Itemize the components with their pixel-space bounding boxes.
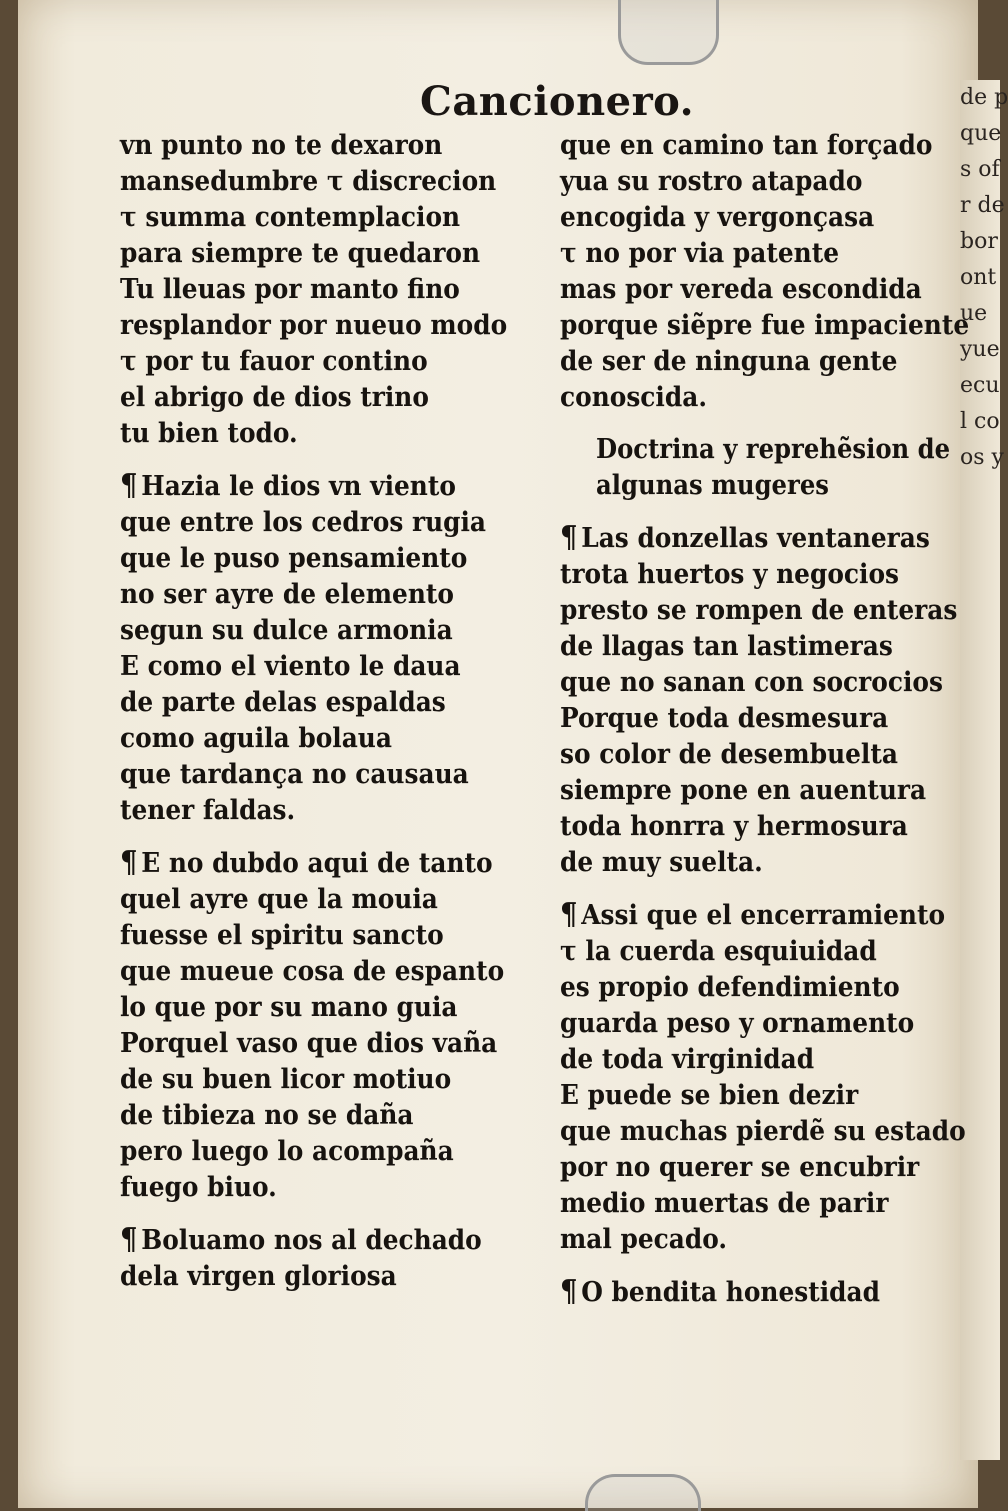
- verse-text: tu bien todo.: [120, 418, 298, 449]
- next-page-fragment: r de: [960, 193, 1005, 218]
- verse-text: que en camino tan forçado: [560, 130, 933, 161]
- verse-text: Porque toda desmesura: [560, 703, 889, 734]
- section-heading: [560, 432, 960, 504]
- next-page-edge: [960, 80, 1008, 1460]
- verse-line: [120, 757, 506, 793]
- verse-text: que tardança no causaua: [120, 759, 469, 790]
- verse-text: que entre los cedros rugia: [120, 507, 487, 538]
- verse-line: [560, 1078, 928, 1114]
- verse-text: siempre pone en auentura: [560, 775, 927, 806]
- verse-line: [120, 882, 506, 918]
- verse-line: [560, 308, 970, 344]
- verse-line: [560, 164, 928, 200]
- verse-text: el abrigo de dios trino: [120, 382, 429, 413]
- verse-line: [120, 1062, 506, 1098]
- verse-text: porque siẽpre fue impaciente: [560, 310, 970, 341]
- verse-line: [120, 308, 506, 344]
- verse-line: [120, 685, 506, 721]
- stanza: [560, 897, 966, 1258]
- verse-line: [120, 613, 506, 649]
- verse-text: de llagas tan lastimeras: [560, 631, 893, 662]
- verse-text: mal pecado.: [560, 1224, 728, 1255]
- verse-line: [560, 1150, 928, 1186]
- verse-line: [120, 954, 506, 990]
- page-clip-bottom: [585, 1474, 701, 1511]
- left-column: [120, 128, 540, 1311]
- verse-line: [120, 990, 506, 1026]
- verse-line: [560, 520, 928, 557]
- verse-text: τ summa contemplacion: [120, 202, 461, 233]
- verse-text: τ la cuerda esquiuidad: [560, 936, 877, 967]
- verse-line: [560, 970, 928, 1006]
- verse-text: Boluamo nos al dechado: [141, 1225, 482, 1256]
- pilcrow-mark: ¶: [120, 845, 138, 880]
- verse-text: Tu lleuas por manto fino: [120, 274, 460, 305]
- verse-line: [560, 773, 928, 809]
- next-page-fragment: yue: [960, 337, 1000, 362]
- verse-text: que muchas pierdẽ su estado: [560, 1116, 966, 1147]
- verse-text: para siempre te quedaron: [120, 238, 481, 269]
- verse-text: so color de desembuelta: [560, 739, 898, 770]
- verse-line: [560, 380, 928, 416]
- stanza: [560, 1274, 960, 1311]
- verse-text: tener faldas.: [120, 795, 296, 826]
- verse-text: que le puso pensamiento: [120, 543, 468, 574]
- verse-line: [120, 200, 506, 236]
- verse-text: toda honrra y hermosura: [560, 811, 908, 842]
- verse-text: encogida y vergonçasa: [560, 202, 875, 233]
- verse-text: E no dubdo aqui de tanto: [141, 848, 493, 879]
- heading-line: algunas mugeres: [596, 470, 829, 501]
- next-page-fragment: que: [960, 121, 1002, 146]
- next-page-fragment: de p: [960, 85, 1008, 110]
- verse-line: [560, 1006, 928, 1042]
- verse-line: [120, 128, 506, 164]
- verse-text: fuesse el spiritu sancto: [120, 920, 444, 951]
- verse-line: [120, 1170, 506, 1206]
- verse-line: [120, 1222, 506, 1259]
- verse-text: de ser de ninguna gente: [560, 346, 898, 377]
- verse-text: pero luego lo acompaña: [120, 1136, 454, 1167]
- verse-text: trota huertos y negocios: [560, 559, 900, 590]
- verse-line: [560, 1114, 966, 1150]
- verse-line: [560, 809, 928, 845]
- verse-line: [120, 577, 506, 613]
- verse-line: [120, 649, 506, 685]
- verse-line: [120, 541, 506, 577]
- verse-text: τ por tu fauor contino: [120, 346, 428, 377]
- verse-line: [560, 629, 928, 665]
- verse-text: E como el viento le daua: [120, 651, 461, 682]
- verse-line: [120, 380, 506, 416]
- verse-text: τ no por via patente: [560, 238, 840, 269]
- verse-text: yua su rostro atapado: [560, 166, 863, 197]
- verse-line: [560, 1274, 928, 1311]
- next-page-fragment: bor: [960, 229, 998, 254]
- verse-line: [560, 272, 928, 308]
- next-page-fragment: ue: [960, 301, 988, 326]
- verse-line: [120, 1026, 506, 1062]
- verse-line: [120, 416, 506, 452]
- stanza: [560, 128, 970, 416]
- verse-text: que mueue cosa de espanto: [120, 956, 505, 987]
- right-column: [560, 128, 970, 1327]
- next-page-fragment: ecu: [960, 373, 1000, 398]
- verse-text: segun su dulce armonia: [120, 615, 453, 646]
- verse-line: [120, 344, 506, 380]
- stanza: [120, 1222, 540, 1295]
- verse-text: no ser ayre de elemento: [120, 579, 454, 610]
- verse-line: [120, 1098, 506, 1134]
- stanza: [120, 845, 540, 1206]
- verse-text: como aguila bolaua: [120, 723, 392, 754]
- verse-text: Las donzellas ventaneras: [581, 523, 930, 554]
- verse-text: por no querer se encubrir: [560, 1152, 920, 1183]
- pilcrow-mark: ¶: [560, 897, 578, 932]
- verse-text: presto se rompen de enteras: [560, 595, 958, 626]
- verse-text: mas por vereda escondida: [560, 274, 922, 305]
- verse-text: quel ayre que la mouia: [120, 884, 438, 915]
- next-page-fragment: l co: [960, 409, 1000, 434]
- verse-text: guarda peso y ornamento: [560, 1008, 915, 1039]
- verse-line: [560, 593, 958, 629]
- verse-text: de muy suelta.: [560, 847, 763, 878]
- verse-text: Hazia le dios vn viento: [141, 471, 456, 502]
- verse-line: [120, 505, 506, 541]
- verse-line: [560, 128, 933, 164]
- verse-text: medio muertas de parir: [560, 1188, 889, 1219]
- verse-line: [560, 845, 928, 881]
- verse-line: [560, 1222, 928, 1258]
- stanza: [120, 468, 540, 829]
- verse-line: [560, 737, 928, 773]
- verse-text: conoscida.: [560, 382, 707, 413]
- verse-text: Porquel vaso que dios vaña: [120, 1028, 498, 1059]
- verse-line: [560, 701, 928, 737]
- verse-text: Assi que el encerramiento: [581, 900, 946, 931]
- verse-line: [120, 721, 506, 757]
- pilcrow-mark: ¶: [560, 1274, 578, 1309]
- verse-text: vn punto no te dexaron: [120, 130, 443, 161]
- verse-text: fuego biuo.: [120, 1172, 277, 1203]
- verse-line: [120, 236, 506, 272]
- verse-line: [560, 897, 946, 934]
- verse-text: O bendita honestidad: [581, 1277, 881, 1308]
- verse-line: [560, 236, 928, 272]
- verse-line: [120, 468, 506, 505]
- verse-line: [120, 272, 506, 308]
- pilcrow-mark: ¶: [560, 520, 578, 555]
- next-page-fragment: ont: [960, 265, 997, 290]
- verse-text: de su buen licor motiuo: [120, 1064, 452, 1095]
- stanza: [120, 128, 540, 452]
- verse-line: [560, 1042, 928, 1078]
- pilcrow-mark: ¶: [120, 468, 138, 503]
- verse-line: [120, 1259, 506, 1295]
- verse-text: lo que por su mano guia: [120, 992, 458, 1023]
- page-clip-top: [618, 0, 719, 65]
- verse-line: [560, 665, 943, 701]
- next-page-fragment: os y: [960, 445, 1004, 470]
- verse-text: de tibieza no se daña: [120, 1100, 414, 1131]
- verse-line: [560, 344, 928, 380]
- verse-text: resplandor por nueuo modo: [120, 310, 508, 341]
- verse-line: [120, 918, 506, 954]
- next-page-fragment: s of: [960, 157, 1000, 182]
- heading-line: Doctrina y reprehẽsion de: [596, 434, 951, 465]
- verse-text: E puede se bien dezir: [560, 1080, 859, 1111]
- verse-text: mansedumbre τ discrecion: [120, 166, 497, 197]
- verse-line: [560, 1186, 928, 1222]
- verse-text: es propio defendimiento: [560, 972, 900, 1003]
- running-head: Cancionero.: [420, 78, 695, 125]
- verse-line: [120, 793, 506, 829]
- pilcrow-mark: ¶: [120, 1222, 138, 1257]
- verse-line: [560, 557, 928, 593]
- verse-text: de toda virginidad: [560, 1044, 815, 1075]
- stanza: [560, 520, 960, 881]
- verse-text: de parte delas espaldas: [120, 687, 446, 718]
- verse-line: [120, 845, 506, 882]
- verse-line: [120, 1134, 506, 1170]
- verse-text: dela virgen gloriosa: [120, 1261, 397, 1292]
- verse-line: [120, 164, 506, 200]
- verse-line: [560, 934, 928, 970]
- verse-line: [560, 200, 928, 236]
- verse-text: que no sanan con socrocios: [560, 667, 943, 698]
